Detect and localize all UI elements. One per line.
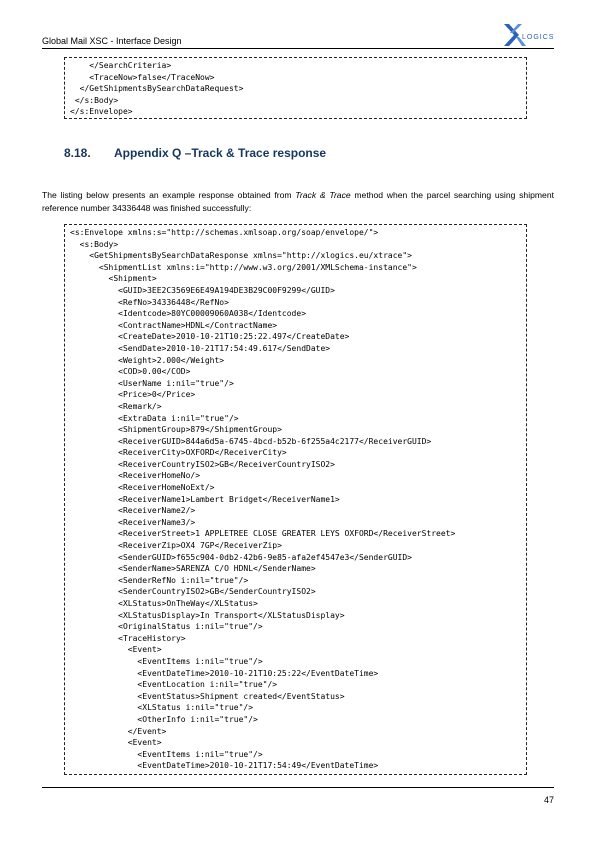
intro-paragraph: [42, 189, 554, 215]
code-line: <s:Body>: [70, 239, 119, 249]
code-line: <XLStatusDisplay>In Transport</XLStatusDisplay>: [70, 610, 345, 620]
section-heading: [64, 146, 326, 160]
code-line: <Remark/>: [70, 401, 162, 411]
code-line: <ReceiverName3/>: [70, 517, 196, 527]
code-line: <TraceNow>false</TraceNow>: [70, 72, 215, 82]
code-line: <ReceiverName2/>: [70, 506, 196, 516]
code-line: <SendDate>2010-10-21T17:54:49.617</SendDate>: [70, 343, 331, 353]
code-line: <XLStatus i:nil="true"/>: [70, 703, 254, 713]
code-line: <OtherInfo i:nil="true"/>: [70, 714, 258, 724]
code-line: <SenderCountryISO2>GB</SenderCountryISO2>: [70, 587, 316, 597]
code-line: <ReceiverCity>OXFORD</ReceiverCity>: [70, 448, 287, 458]
code-line: <ReceiverCountryISO2>GB</ReceiverCountryISO2>: [70, 459, 335, 469]
code-line: </s:Envelope>: [70, 107, 133, 117]
code-line: <ReceiverGUID>844a6d5a-6745-4bcd-b52b-6f255a4c2177</ReceiverGUID>: [70, 436, 432, 446]
code-line: <XLStatus>OnTheWay</XLStatus>: [70, 599, 258, 608]
code-line: <UserName i:nil="true"/>: [70, 378, 234, 388]
code-line: <ReceiverStreet>1 APPLETREE CLOSE GREATER LEYS OXFORD</ReceiverStreet>: [70, 529, 456, 539]
page-number: 47: [543, 795, 554, 805]
code-line: <EventDateTime>2010-10-21T10:25:22</EventDateTime>: [70, 668, 379, 678]
code-line: <COD>0.00</COD>: [70, 367, 191, 377]
code-line: <EventItems i:nil="true"/>: [70, 749, 263, 759]
code-line: <s:Envelope xmlns:s="http://schemas.xmlsoap.org/soap/envelope/">: [70, 228, 379, 237]
header-divider: [42, 48, 554, 49]
code-line: <Event>: [70, 738, 162, 748]
section-title: Appendix Q –Track & Trace response: [114, 146, 327, 160]
section-number: 8.18.: [64, 146, 91, 160]
code-line: <ShipmentList xmlns:i="http://www.w3.org/2001/XMLSchema-instance">: [70, 262, 417, 272]
code-line: <Identcode>80YC00009060A038</Identcode>: [70, 309, 307, 319]
code-line: </SearchCriteria>: [70, 61, 172, 70]
code-line: </s:Body>: [70, 95, 119, 105]
code-line: <OriginalStatus i:nil="true"/>: [70, 622, 263, 632]
code-line: <CreateDate>2010-10-21T10:25:22.497</CreateDate>: [70, 332, 350, 342]
code-listing-top: [64, 57, 527, 119]
code-line: <ShipmentGroup>879</ShipmentGroup>: [70, 425, 282, 435]
code-listing-response: [64, 224, 527, 775]
intro-method-name: Track & Trace: [295, 190, 351, 200]
code-line: </GetShipmentsBySearchDataRequest>: [70, 84, 244, 94]
code-line: <SenderRefNo i:nil="true"/>: [70, 575, 249, 585]
code-line: <Event>: [70, 645, 162, 655]
code-line: <ContractName>HDNL</ContractName>: [70, 320, 278, 330]
code-line: <EventLocation i:nil="true"/>: [70, 680, 278, 690]
code-line: <Shipment>: [70, 274, 157, 284]
code-line: <RefNo>34336448</RefNo>: [70, 297, 229, 307]
document-title: Global Mail XSC - Interface Design: [42, 36, 182, 46]
code-line: <Weight>2.000</Weight>: [70, 355, 225, 365]
code-line: <EventStatus>Shipment created</EventStatus>: [70, 691, 345, 701]
code-line: <SenderGUID>f655c904-0db2-42b6-9e85-afa2ef4547e3</SenderGUID>: [70, 552, 412, 562]
footer-divider: [42, 787, 554, 788]
code-line: <ReceiverHomeNoExt/>: [70, 483, 215, 493]
intro-text-before: The listing below presents an example response obtained from: [42, 190, 296, 200]
code-line: <GetShipmentsBySearchDataResponse xmlns="http://xlogics.eu/xtrace">: [70, 251, 412, 261]
code-line: <EventItems i:nil="true"/>: [70, 656, 263, 666]
code-line: <ExtraData i:nil="true"/>: [70, 413, 239, 423]
logo-text: LOGICS: [522, 34, 555, 41]
code-line: </Event>: [70, 726, 167, 736]
code-line: <SenderName>SARENZA C/O HDNL</SenderName>: [70, 564, 316, 574]
code-line: <ReceiverHomeNo/>: [70, 471, 201, 481]
code-line: <TraceHistory>: [70, 633, 186, 643]
code-line: <GUID>3EE2C3569E6E49A194DE3B29C00F9299</GUID>: [70, 285, 335, 295]
code-line: <EventDateTime>2010-10-21T17:54:49</EventDateTime>: [70, 761, 379, 771]
xlogics-logo: [492, 20, 556, 50]
code-line: <ReceiverZip>OX4 7GP</ReceiverZip>: [70, 541, 282, 551]
code-line: <ReceiverName1>Lambert Bridget</ReceiverName1>: [70, 494, 340, 504]
code-line: <Price>0</Price>: [70, 390, 196, 400]
intro-text-after: method when the parcel searching using shipment reference number 34336448 was finished successfully:: [42, 190, 554, 213]
